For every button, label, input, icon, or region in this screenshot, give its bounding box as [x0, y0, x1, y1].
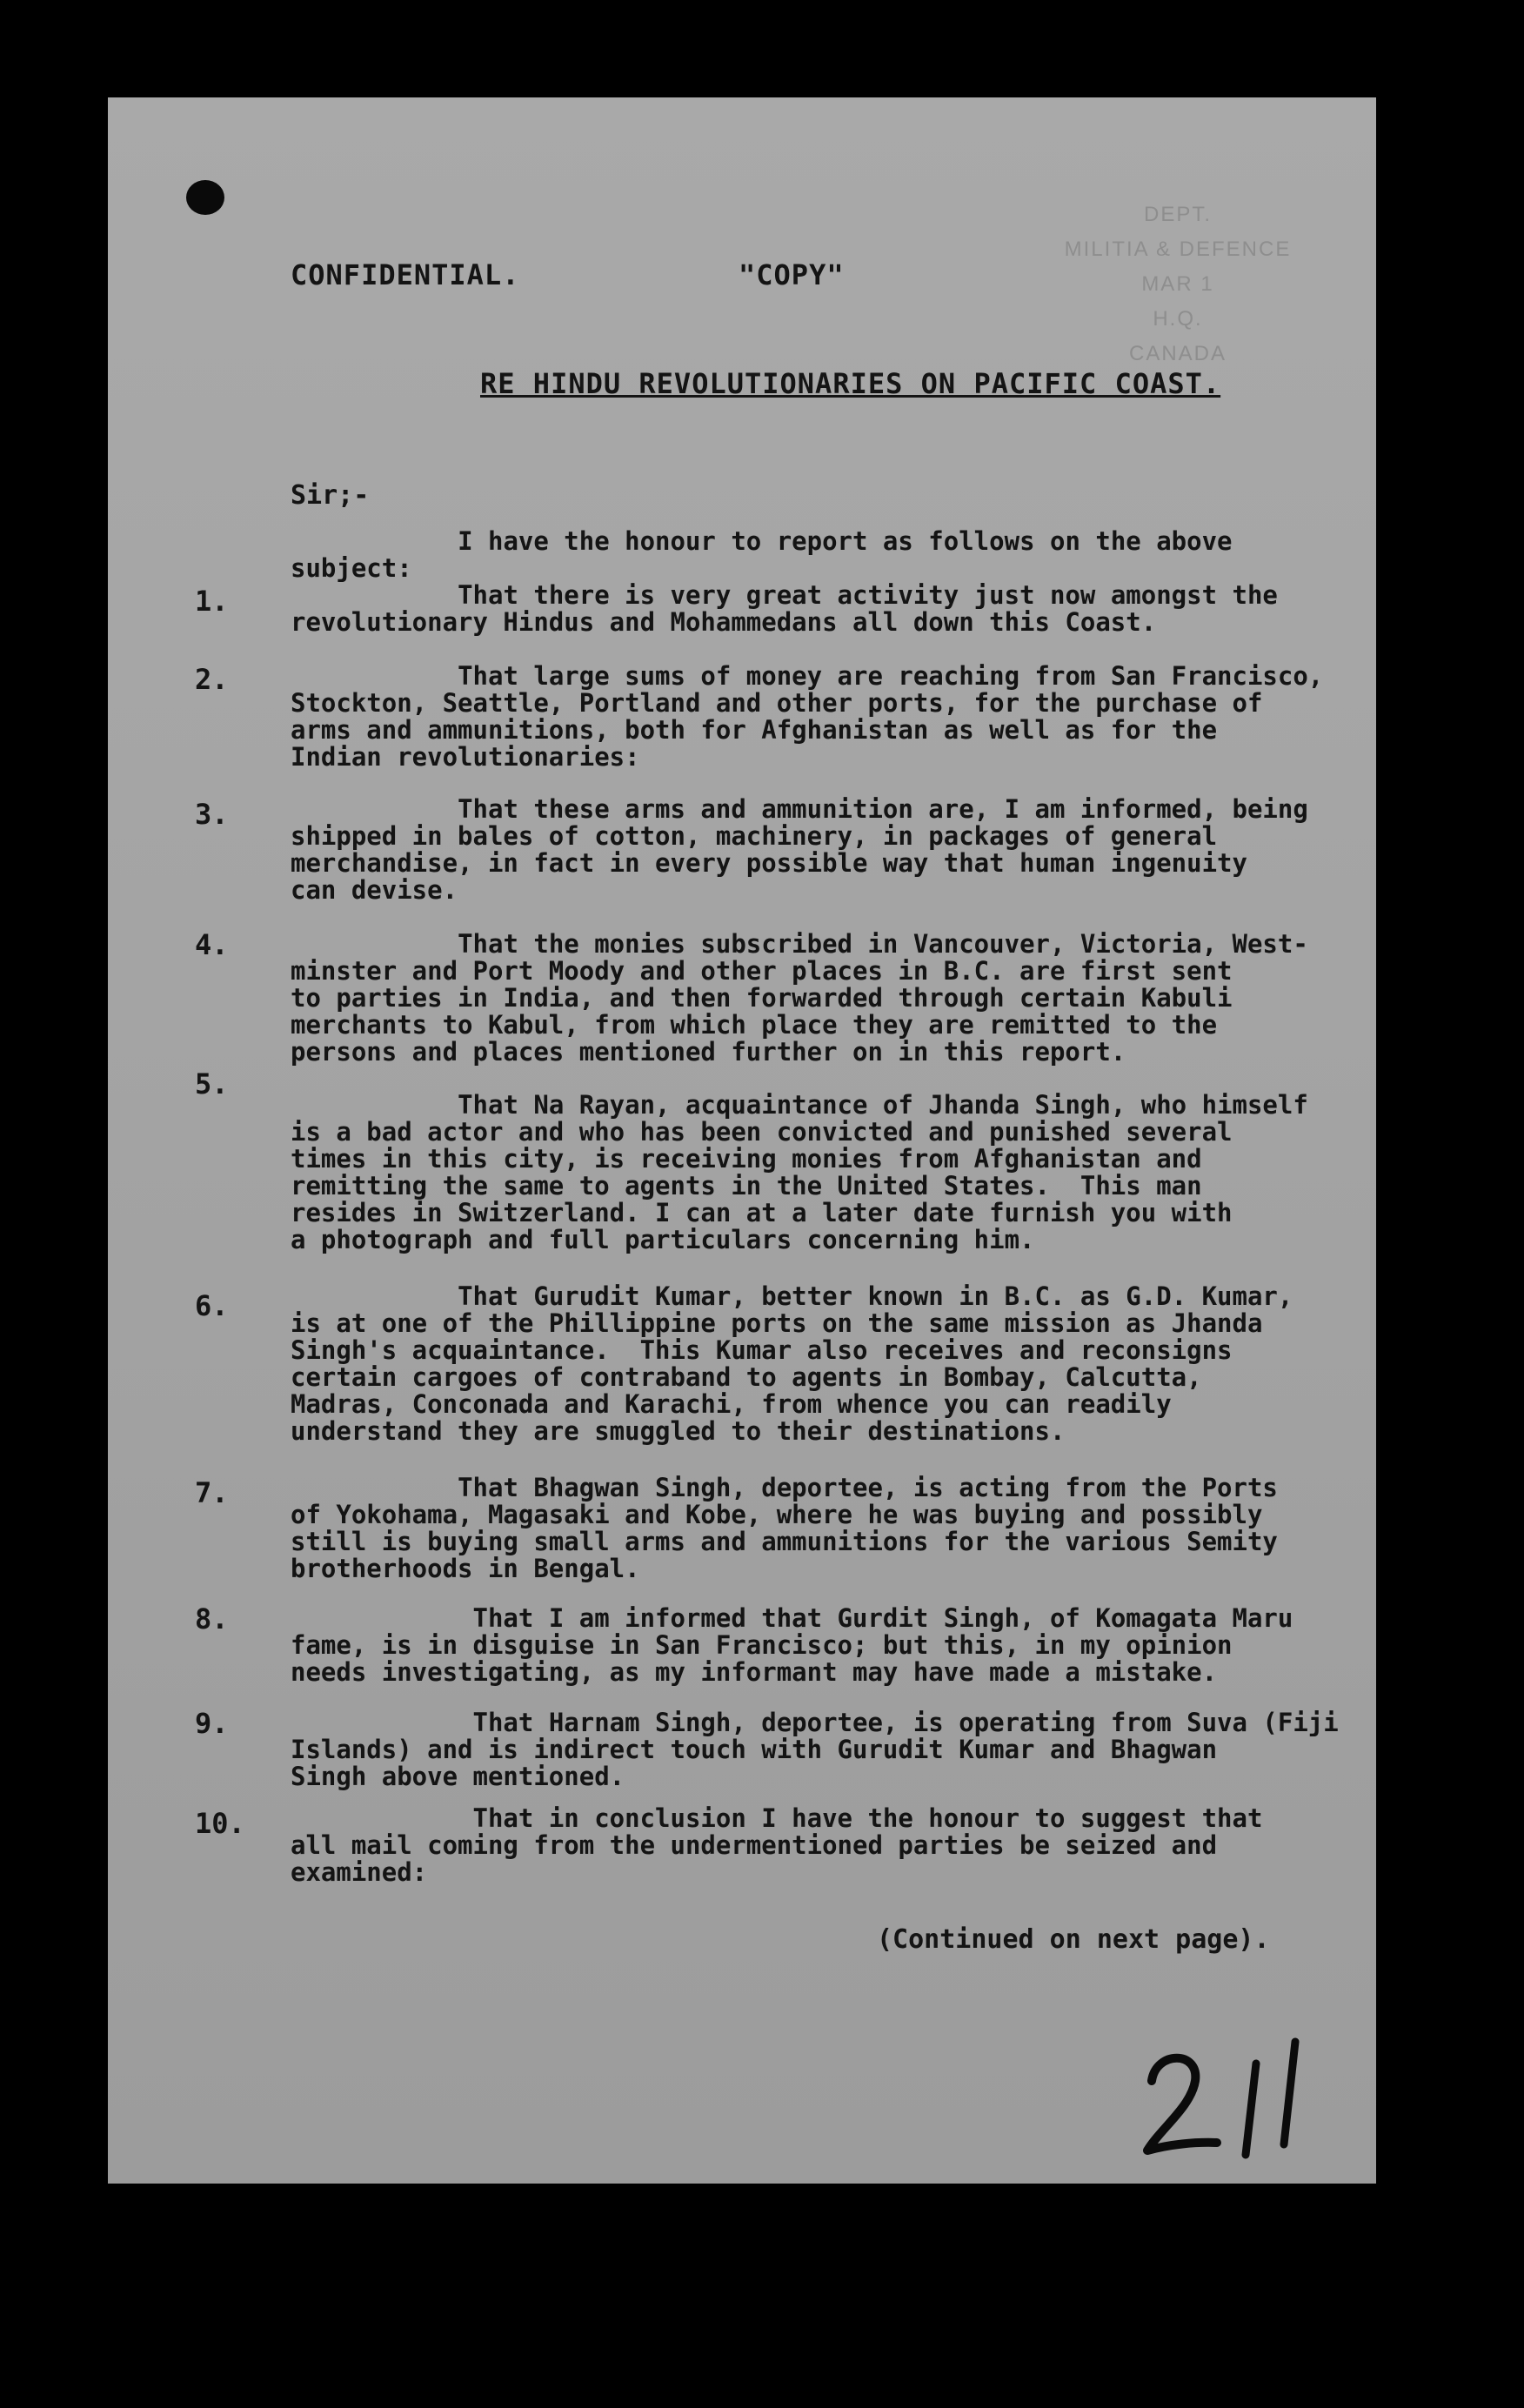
paragraph-number: 4.	[195, 928, 229, 961]
stamp-line: CANADA	[1128, 342, 1227, 365]
paragraph-text: That the monies subscribed in Vancouver, Victoria, West- minster and Port Moody and other places in B.C. are first sent to parties in India, and then forwarded through certain Kabuli merchants to Kabul, from which place they are remitted to the persons and places mentioned further on in this report.	[291, 929, 1308, 1067]
intro-paragraph: I have the honour to report as follows on the above subject:	[291, 526, 1233, 583]
paragraph-number: 5.	[195, 1067, 229, 1100]
paragraph-text: That large sums of money are reaching from San Francisco, Stockton, Seattle, Portland and other ports, for the purchase of arms and ammunitions, both for Afghanistan as well as for the Indian revolutionaries:	[291, 661, 1324, 772]
paragraph-text: That Bhagwan Singh, deportee, is acting from the Ports of Yokohama, Magasaki and Kobe, where he was buying and possibly still is buying small arms and ammunitions for the various Semity brotherhoods in Bengal.	[291, 1473, 1278, 1583]
paragraph-text: That Na Rayan, acquaintance of Jhanda Singh, who himself is a bad actor and who has been convicted and punished several times in this city, is receiving monies from Afghanistan and remitting the same to agents in the United States. This man resides in Switzerland. I can at a later date furnish you with a photograph and full particulars concerning him.	[291, 1090, 1308, 1254]
paragraph-number: 3.	[195, 798, 229, 831]
paragraph-number: 9.	[195, 1707, 229, 1740]
confidential-label: CONFIDENTIAL.	[291, 258, 520, 291]
stamp-line: H.Q.	[1153, 307, 1203, 331]
stamp-line: DEPT.	[1143, 203, 1212, 226]
paragraph-text: That Gurudit Kumar, better known in B.C. as G.D. Kumar, is at one of the Phillippine ports on the same mission as Jhanda Singh's acquaintance. This Kumar also receives and reconsigns certain cargoes of contraband to agents in Bombay, Calcutta, Madras, Conconada and Karachi, from whence you can readily understand they are smuggled to their destinations.	[291, 1281, 1293, 1446]
paragraph-text: That in conclusion I have the honour to suggest that all mail coming from the undermentioned parties be seized and examined:	[291, 1803, 1263, 1887]
handwritten-page-number	[1134, 2033, 1326, 2164]
paragraph-number: 2.	[195, 663, 229, 696]
stamp-line: MAR 1	[1141, 272, 1214, 296]
paragraph-number: 7.	[195, 1476, 229, 1509]
paragraph-text: That these arms and ammunition are, I am informed, being shipped in bales of cotton, machinery, in packages of general merchandise, in fact in every possible way that human ingenuity can devise.	[291, 794, 1308, 905]
document-page	[108, 97, 1376, 2184]
paragraph-number: 1.	[195, 585, 229, 618]
paragraph-number: 10.	[195, 1807, 245, 1840]
document-title: RE HINDU REVOLUTIONARIES ON PACIFIC COAST.	[480, 367, 1221, 400]
punch-hole	[186, 180, 224, 215]
salutation: Sir;-	[291, 480, 370, 511]
stamp-line: MILITIA & DEFENCE	[1064, 237, 1292, 261]
paragraph-text: That there is very great activity just now amongst the revolutionary Hindus and Mohammedans all down this Coast.	[291, 580, 1278, 637]
paragraph-text: That I am informed that Gurdit Singh, of Komagata Maru fame, is in disguise in San Francisco; but this, in my opinion needs investigating, as my informant may have made a mistake.	[291, 1603, 1293, 1687]
paragraph-text: That Harnam Singh, deportee, is operating from Suva (Fiji Islands) and is indirect touch with Gurudit Kumar and Bhagwan Singh above mentioned.	[291, 1708, 1339, 1791]
continued-note: (Continued on next page).	[877, 1924, 1270, 1955]
copy-label: "COPY"	[739, 258, 845, 291]
paragraph-number: 6.	[195, 1289, 229, 1322]
received-stamp	[1013, 197, 1343, 450]
paragraph-number: 8.	[195, 1602, 229, 1635]
